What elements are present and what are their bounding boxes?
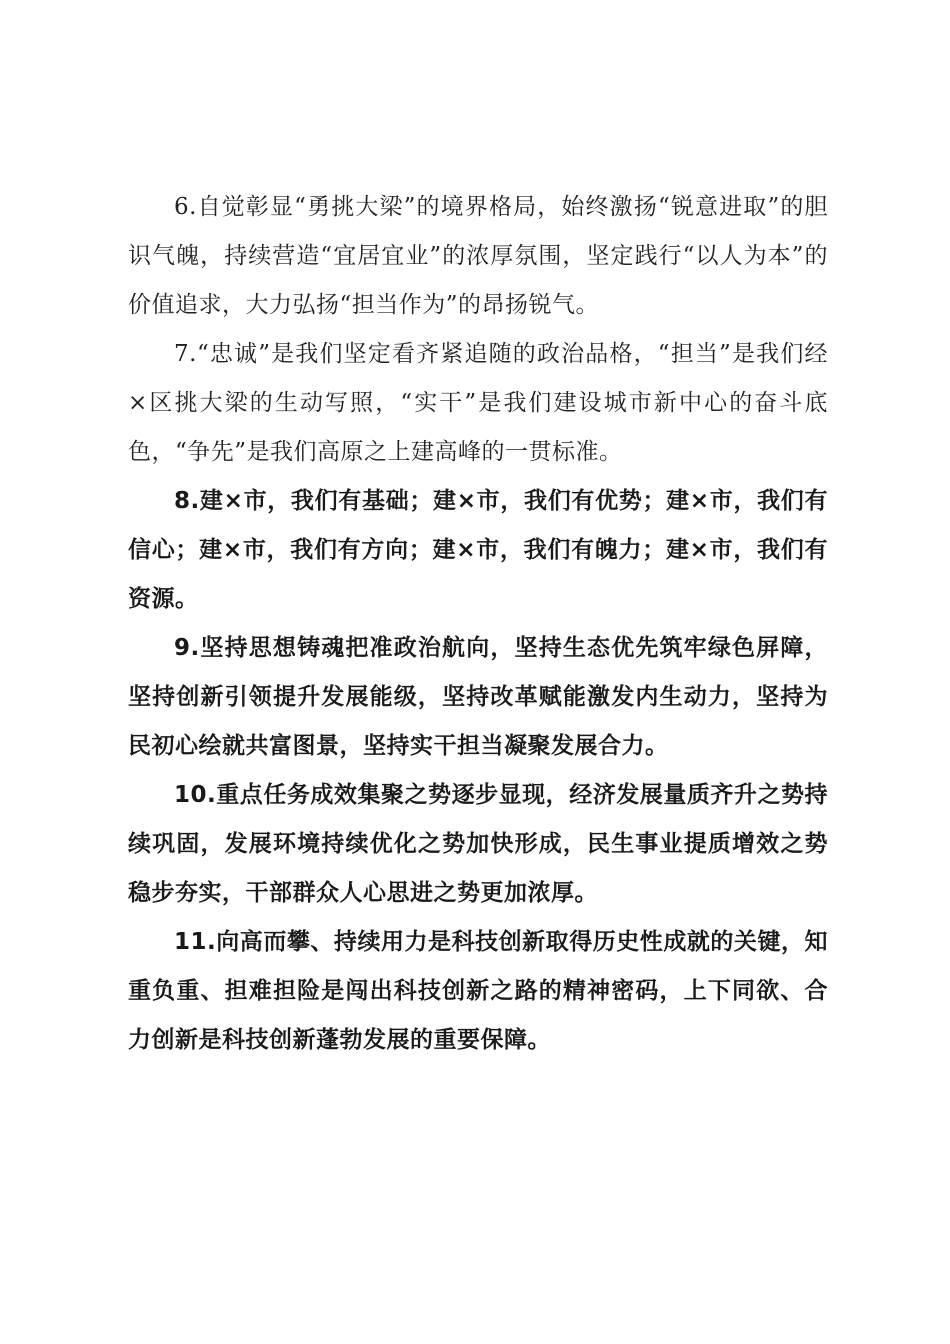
paragraph-number: 10.: [174, 782, 217, 808]
paragraph-7: [128, 330, 828, 477]
paragraph-number: 7.: [174, 341, 197, 367]
paragraph-text: 重点任务成效集聚之势逐步显现，经济发展量质齐升之势持续巩固，发展环境持续优化之势加快形成，民生事业提质增效之势稳步夯实，干部群众人心思进之势更加浓厚。: [128, 782, 828, 906]
paragraph-text: 向高而攀、持续用力是科技创新取得历史性成就的关键，知重负重、担难担险是闯出科技创新之路的精神密码，上下同欲、合力创新是科技创新蓬勃发展的重要保障。: [128, 929, 828, 1053]
paragraph-11: [128, 918, 828, 1065]
paragraph-text: “忠诚”是我们坚定看齐紧追随的政治品格，“担当”是我们经×区挑大梁的生动写照，“实干”是我们建设城市新中心的奋斗底色，“争先”是我们高原之上建高峰的一贯标准。: [128, 341, 828, 465]
document-body: [128, 183, 828, 1065]
paragraph-9: [128, 624, 828, 771]
paragraph-number: 11.: [174, 929, 217, 955]
paragraph-number: 9.: [174, 635, 200, 661]
paragraph-10: [128, 771, 828, 918]
paragraph-number: 6.: [174, 194, 197, 220]
paragraph-text: 建×市，我们有基础；建×市，我们有优势；建×市，我们有信心；建×市，我们有方向；建×市，我们有魄力；建×市，我们有资源。: [128, 488, 828, 612]
paragraph-text: 坚持思想铸魂把准政治航向，坚持生态优先筑牢绿色屏障，坚持创新引领提升发展能级，坚持改革赋能激发内生动力，坚持为民初心绘就共富图景，坚持实干担当凝聚发展合力。: [128, 635, 828, 759]
paragraph-6: [128, 183, 828, 330]
paragraph-text: 自觉彰显“勇挑大梁”的境界格局，始终激扬“锐意进取”的胆识气魄，持续营造“宜居宜业”的浓厚氛围，坚定践行“以人为本”的价值追求，大力弘扬“担当作为”的昂扬锐气。: [128, 194, 828, 318]
paragraph-number: 8.: [174, 488, 200, 514]
paragraph-8: [128, 477, 828, 624]
